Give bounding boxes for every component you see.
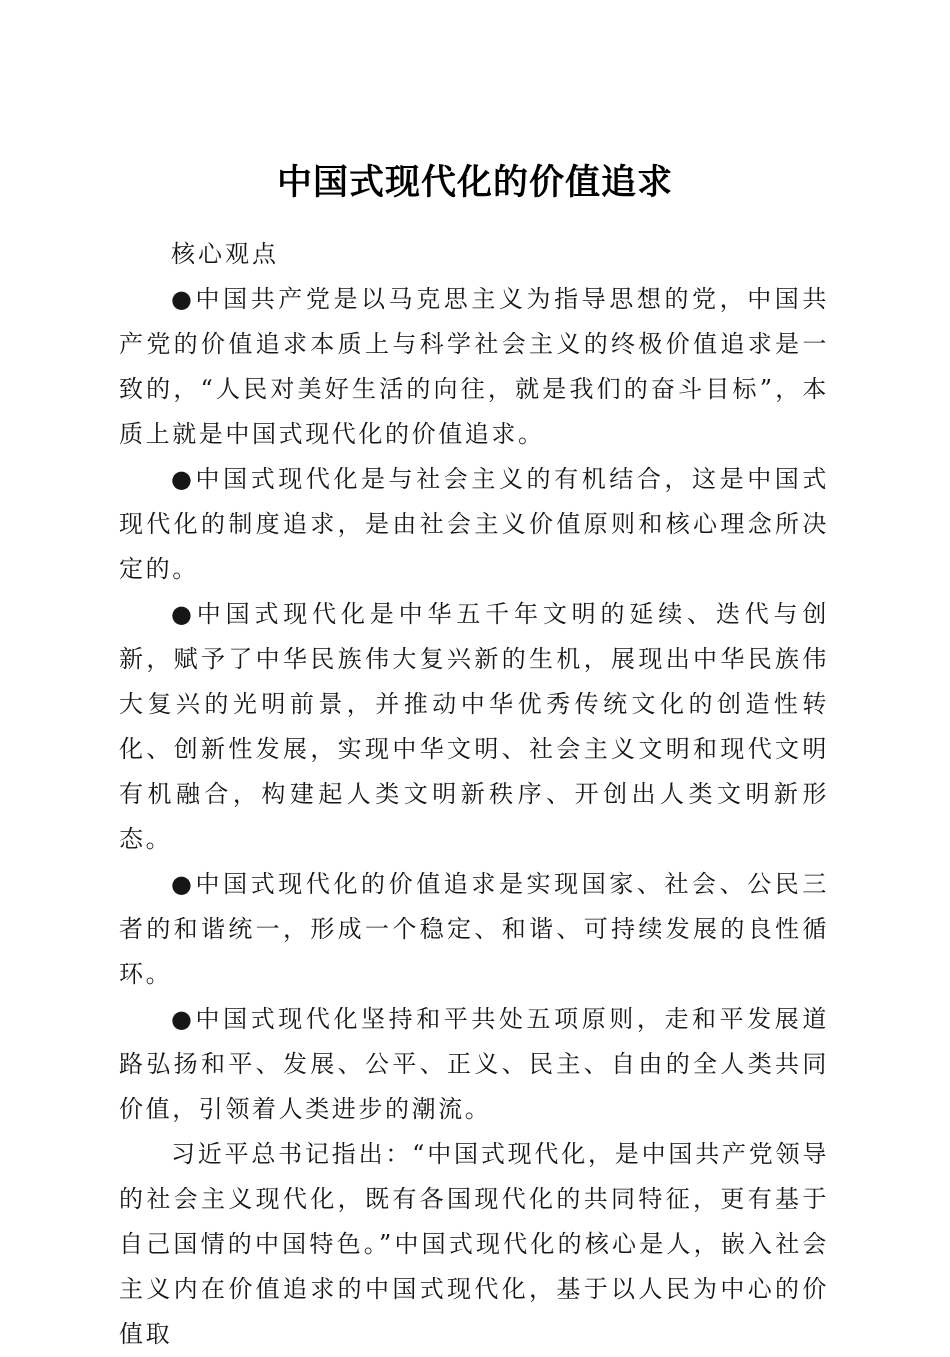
key-point-2: ●中国式现代化是与社会主义的有机结合，这是中国式现代化的制度追求，是由社会主义价值原则和核心理念所决定的。 <box>119 465 829 583</box>
body-paragraph: 习近平总书记指出：“中国式现代化，是中国共产党领导的社会主义现代化，既有各国现代化的共同特征，更有基于自己国情的中国特色。”中国式现代化的核心是人，嵌入社会主义内在价值追求的中国式现代化，基于以人民为中心的价值取 <box>119 1140 829 1348</box>
key-point-1: ●中国共产党是以马克思主义为指导思想的党，中国共产党的价值追求本质上与科学社会主义的终极价值追求是一致的，“人民对美好生活的向往，就是我们的奋斗目标”，本质上就是中国式现代化的价值追求。 <box>119 285 829 448</box>
document-title: 中国式现代化的价值追求 <box>276 163 673 204</box>
section-heading: 核心观点 <box>171 240 279 268</box>
key-point-5: ●中国式现代化坚持和平共处五项原则，走和平发展道路弘扬和平、发展、公平、正义、民主、自由的全人类共同价值，引领着人类进步的潮流。 <box>119 1005 829 1123</box>
key-point-3: ●中国式现代化是中华五千年文明的延续、迭代与创新，赋予了中华民族伟大复兴新的生机，展现出中华民族伟大复兴的光明前景，并推动中华优秀传统文化的创造性转化、创新性发展，实现中华文明、社会主义文明和现代文明有机融合，构建起人类文明新秩序、开创出人类文明新形态。 <box>119 600 829 853</box>
key-point-4: ●中国式现代化的价值追求是实现国家、社会、公民三者的和谐统一，形成一个稳定、和谐、可持续发展的良性循环。 <box>119 870 829 988</box>
document-body <box>119 232 829 1357</box>
